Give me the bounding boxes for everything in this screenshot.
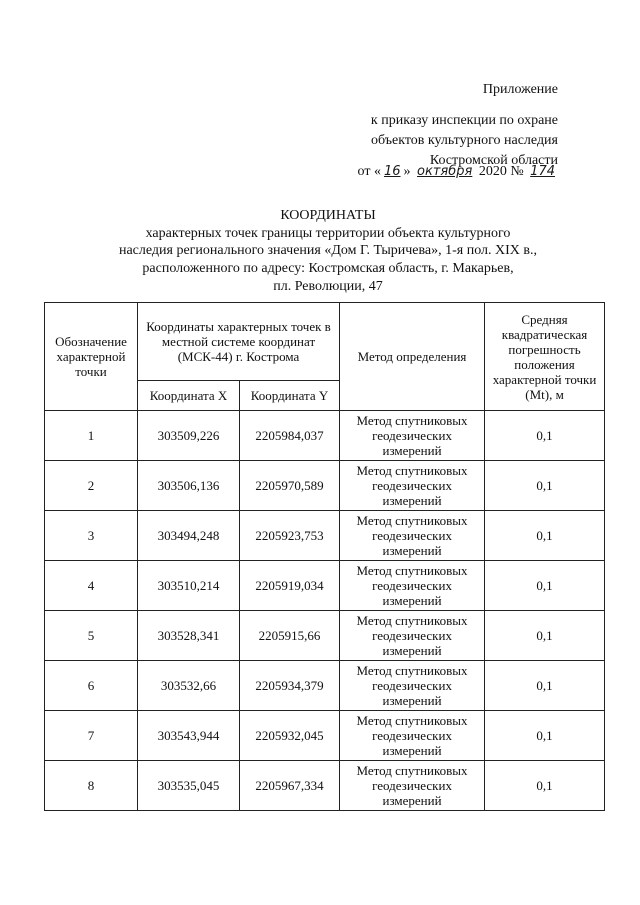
method-cell: Метод спутниковых геодезических измерений <box>340 711 485 761</box>
coordinate-x-cell: 303506,136 <box>138 461 240 511</box>
document-title: КООРДИНАТЫ <box>280 208 376 223</box>
coordinate-x-cell: 303528,341 <box>138 611 240 661</box>
table-row <box>45 461 605 511</box>
header-coordinate-y: Координата Y <box>240 381 340 411</box>
point-cell: 6 <box>45 661 138 711</box>
coordinate-x-cell: 303510,214 <box>138 561 240 611</box>
point-cell: 3 <box>45 511 138 561</box>
table-row <box>45 611 605 661</box>
coordinates-table <box>44 302 605 811</box>
header-point-designation: Обозначение характерной точки <box>45 303 138 411</box>
method-cell: Метод спутниковых геодезических измерений <box>340 661 485 711</box>
appendix-title: Приложение <box>482 82 558 97</box>
error-cell: 0,1 <box>485 561 605 611</box>
table-row <box>45 661 605 711</box>
coordinate-x-cell: 303543,944 <box>138 711 240 761</box>
header-coordinates-system: Координаты характерных точек в местной системе координат (МСК-44) г. Кострома <box>138 303 340 381</box>
method-cell: Метод спутниковых геодезических измерений <box>340 411 485 461</box>
error-cell: 0,1 <box>485 611 605 661</box>
table-row <box>45 711 605 761</box>
table-row <box>45 761 605 811</box>
coordinate-x-cell: 303509,226 <box>138 411 240 461</box>
point-cell: 8 <box>45 761 138 811</box>
date-prefix: от « <box>357 164 381 179</box>
point-cell: 7 <box>45 711 138 761</box>
method-cell: Метод спутниковых геодезических измерений <box>340 511 485 561</box>
table-body <box>45 411 605 811</box>
order-date-line <box>300 162 558 181</box>
table-row <box>45 561 605 611</box>
error-cell: 0,1 <box>485 711 605 761</box>
date-month-handwritten: октября <box>417 164 473 179</box>
table-row <box>45 511 605 561</box>
date-mid: » <box>403 164 411 179</box>
coordinate-y-cell: 2205923,753 <box>240 511 340 561</box>
error-cell: 0,1 <box>485 461 605 511</box>
coordinate-y-cell: 2205984,037 <box>240 411 340 461</box>
point-cell: 1 <box>45 411 138 461</box>
order-number-handwritten: 174 <box>530 164 555 179</box>
date-year-number: 2020 № <box>478 164 524 179</box>
header-method: Метод определения <box>340 303 485 411</box>
coordinate-x-cell: 303535,045 <box>138 761 240 811</box>
coordinate-y-cell: 2205967,334 <box>240 761 340 811</box>
document-subtitle-line: расположенного по адресу: Костромская область, г. Макарьев, <box>142 261 514 276</box>
point-cell: 2 <box>45 461 138 511</box>
error-cell: 0,1 <box>485 511 605 561</box>
method-cell: Метод спутниковых геодезических измерений <box>340 761 485 811</box>
appendix-inspection-line: объектов культурного наследия <box>370 133 558 148</box>
header-coordinate-x: Координата X <box>138 381 240 411</box>
point-cell: 5 <box>45 611 138 661</box>
document-subtitle-line: пл. Революции, 47 <box>273 279 383 294</box>
error-cell: 0,1 <box>485 761 605 811</box>
method-cell: Метод спутниковых геодезических измерений <box>340 461 485 511</box>
appendix-region-line: Костромской области <box>429 153 558 168</box>
error-cell: 0,1 <box>485 411 605 461</box>
coordinate-y-cell: 2205919,034 <box>240 561 340 611</box>
document-subtitle-line: наследия регионального значения «Дом Г. Тыричева», 1-я пол. XIX в., <box>118 243 538 258</box>
point-cell: 4 <box>45 561 138 611</box>
coordinate-x-cell: 303532,66 <box>138 661 240 711</box>
coordinate-y-cell: 2205915,66 <box>240 611 340 661</box>
coordinate-y-cell: 2205934,379 <box>240 661 340 711</box>
document-subtitle-line: характерных точек границы территории объекта культурного <box>145 226 511 241</box>
error-cell: 0,1 <box>485 661 605 711</box>
coordinate-y-cell: 2205970,589 <box>240 461 340 511</box>
coordinate-y-cell: 2205932,045 <box>240 711 340 761</box>
appendix-order-line: к приказу инспекции по охране <box>370 113 558 128</box>
date-day-handwritten: 16 <box>383 164 401 179</box>
method-cell: Метод спутниковых геодезических измерений <box>340 561 485 611</box>
method-cell: Метод спутниковых геодезических измерений <box>340 611 485 661</box>
header-mean-square-error: Средняя квадратическая погрешность положения характерной точки (Mt), м <box>485 303 605 411</box>
coordinate-x-cell: 303494,248 <box>138 511 240 561</box>
table-row <box>45 411 605 461</box>
table-header-row <box>45 303 605 381</box>
